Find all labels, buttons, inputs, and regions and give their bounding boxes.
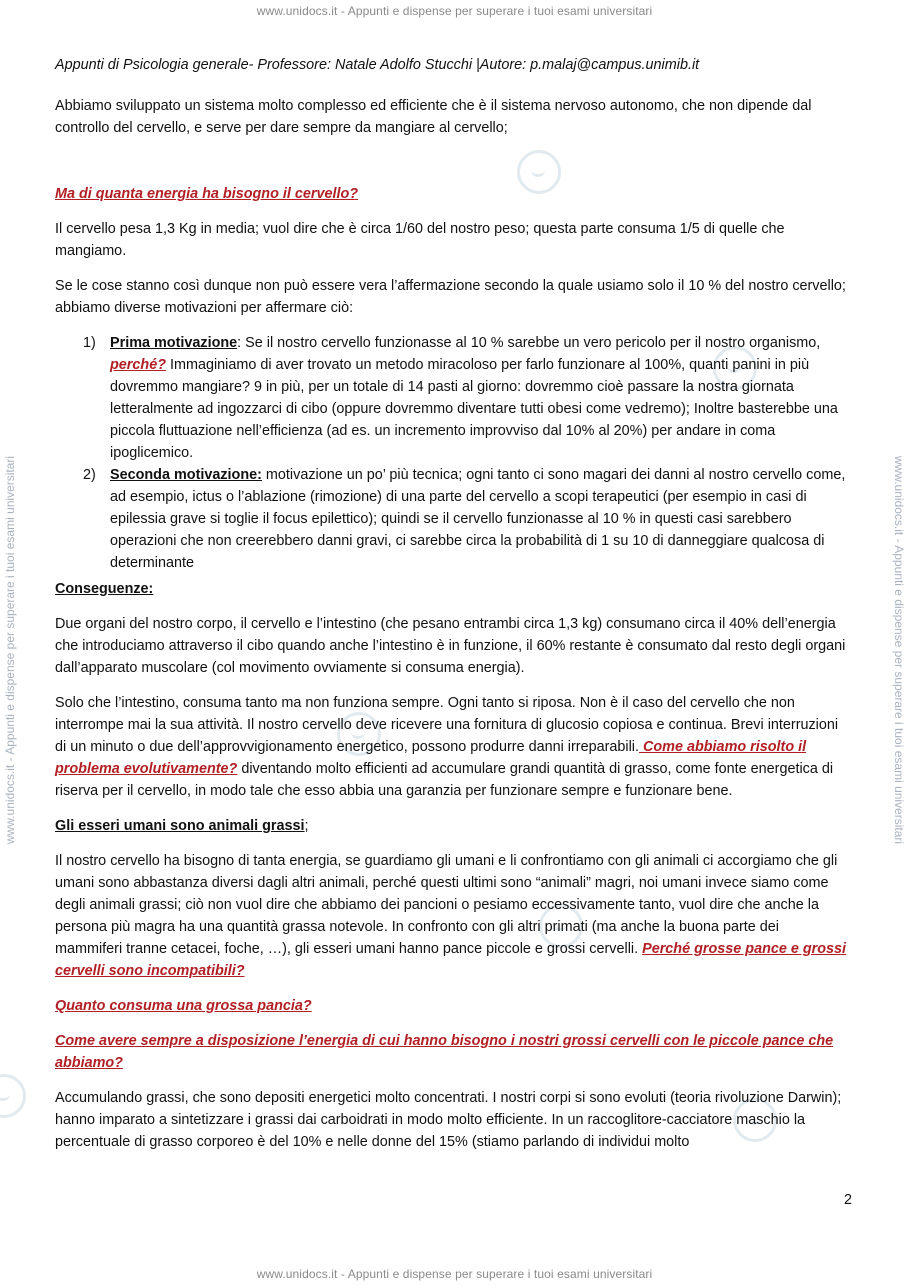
paragraph-brain-weight: Il cervello pesa 1,3 Kg in media; vuol dire che è circa 1/60 del nostro peso; questa parte consuma 1/5 di quelle che mangiamo. xyxy=(55,221,785,259)
question-belly: Quanto consuma una grossa pancia? xyxy=(55,998,312,1014)
page-number: 2 xyxy=(844,1192,853,1208)
watermark-top: www.unidocs.it - Appunti e dispense per superare i tuoi esami universitari xyxy=(256,4,653,18)
motivations-list xyxy=(55,332,850,574)
list-item: 2) Seconda motivazione: motivazione un po’ più tecnica; ogni tanto ci sono magari dei danni al nostro cervello come, ad esempio, ictus o l’ablazione (rimozione) di una parte del cervello a scopi terapeutici (per esempio in casi di epilessia grave si toglie il focus epilettico); quindi se il cervello funzionasse al 10 % in questi casi sarebbero operazioni che non creerebbero danni gravi, ci sarebbe circa la probabilità di 1 su 10 di danneggiare qualcosa di determinante xyxy=(83,467,846,571)
question-energy-availability: Come avere sempre a disposizione l’energia di cui hanno bisogno i nostri grossi cervelli con le piccole pance che abbiamo? xyxy=(55,1033,834,1071)
watermark-right: www.unidocs.it - Appunti e dispense per superare i tuoi esami universitari xyxy=(892,455,906,845)
heading-conseguenze: Conseguenze: xyxy=(55,581,154,597)
intro-paragraph: Abbiamo sviluppato un sistema molto complesso ed efficiente che è il sistema nervoso autonomo, che non dipende dal controllo del cervello, e serve per dare sempre da mangiare al cervello; xyxy=(55,98,812,136)
question-energy: Ma di quanta energia ha bisogno il cervello? xyxy=(55,186,359,202)
heading-grassi: Gli esseri umani sono animali grassi; xyxy=(55,818,309,834)
watermark-left: www.unidocs.it - Appunti e dispense per superare i tuoi esami universitari xyxy=(3,455,17,845)
document-header: Appunti di Psicologia generale- Professore: Natale Adolfo Stucchi |Autore: p.malaj@campus.unimib.it xyxy=(55,57,700,73)
paragraph-ten-percent: Se le cose stanno così dunque non può essere vera l’affermazione secondo la quale usiamo solo il 10 % del nostro cervello; abbiamo diverse motivazioni per affermare ciò: xyxy=(55,278,846,316)
paragraph-fat-animals: Il nostro cervello ha bisogno di tanta energia, se guardiamo gli umani e li confrontiamo con gli animali ci accorgiamo che gli umani sono abbastanza diversi dagli altri animali, perché questi ultimi sono “animali” magri, noi umani invece siamo come degli animali grassi; ciò non vuol dire che abbiamo dei pancioni o pesiamo eccessivamente tanto, vuol dire che anche la persona più magra ha una quantità grassa notevole. In confronto con gli altri primati (ma anche la buona parte dei mammiferi tranne cetacei, foche, …), gli esseri umani hanno pance piccole e grossi cervelli. Perché grosse pance e grossi cervelli sono incompatibili? xyxy=(55,853,847,979)
paragraph-fat-storage: Accumulando grassi, che sono depositi energetici molto concentrati. I nostri corpi si sono evoluti (teoria rivoluzione Darwin); hanno imparato a sintetizzare i grassi dai carboidrati in modo molto efficiente. In un raccoglitore-cacciatore maschio la percentuale di grasso corporeo è del 10% e nelle donne del 15% (stiamo parlando di individui molto xyxy=(55,1090,842,1150)
watermark-logo-icon xyxy=(0,1074,26,1118)
watermark-bottom: www.unidocs.it - Appunti e dispense per superare i tuoi esami universitari xyxy=(256,1267,653,1281)
paragraph-organs: Due organi del nostro corpo, il cervello e l’intestino (che pesano entrambi circa 1,3 kg) consumano circa il 40% dell’energia che introduciamo attraverso il cibo quando anche l’intestino è in funzione, il 60% restante è consumato dal resto degli organi dall’apparato muscolare (col movimento ovviamente si consuma energia). xyxy=(55,616,846,676)
list-item: 1) Prima motivazione: Se il nostro cervello funzionasse al 10 % sarebbe un vero pericolo per il nostro organismo, perché? Immaginiamo di aver trovato un metodo miracoloso per farlo funzionare al 100%, quanti panini in più dovremmo mangiare? 9 in più, per un totale di 14 pasti al giorno: dovremmo cioè passare la nostra giornata letteralmente ad ingozzarci di cibo (oppure dovremmo diventare tutti obesi come vedremo); Inoltre basterebbe una piccola fluttuazione nell’efficienza (ad es. un incremento improvviso dal 10% al 20%) per andare in coma ipoglicemico. xyxy=(83,335,838,461)
paragraph-intestine: Solo che l’intestino, consuma tanto ma non funziona sempre. Ogni tanto si riposa. Non è il caso del cervello che non interrompe mai la sua attività. Il nostro cervello deve ricevere una fornitura di glucosio copiosa e continua. Brevi interruzioni di un minuto o due dell’approvvigionamento energetico, possono produrre danni irreparabili. Come abbiamo risolto il problema evolutivamente? diventando molto efficienti ad accumulare grandi quantità di grasso, come fonte energetica di riserva per il cervello, in modo tale che esso abbia una garanzia per funzionare sempre e funzionare bene. xyxy=(55,695,839,799)
document-body xyxy=(55,54,850,1166)
